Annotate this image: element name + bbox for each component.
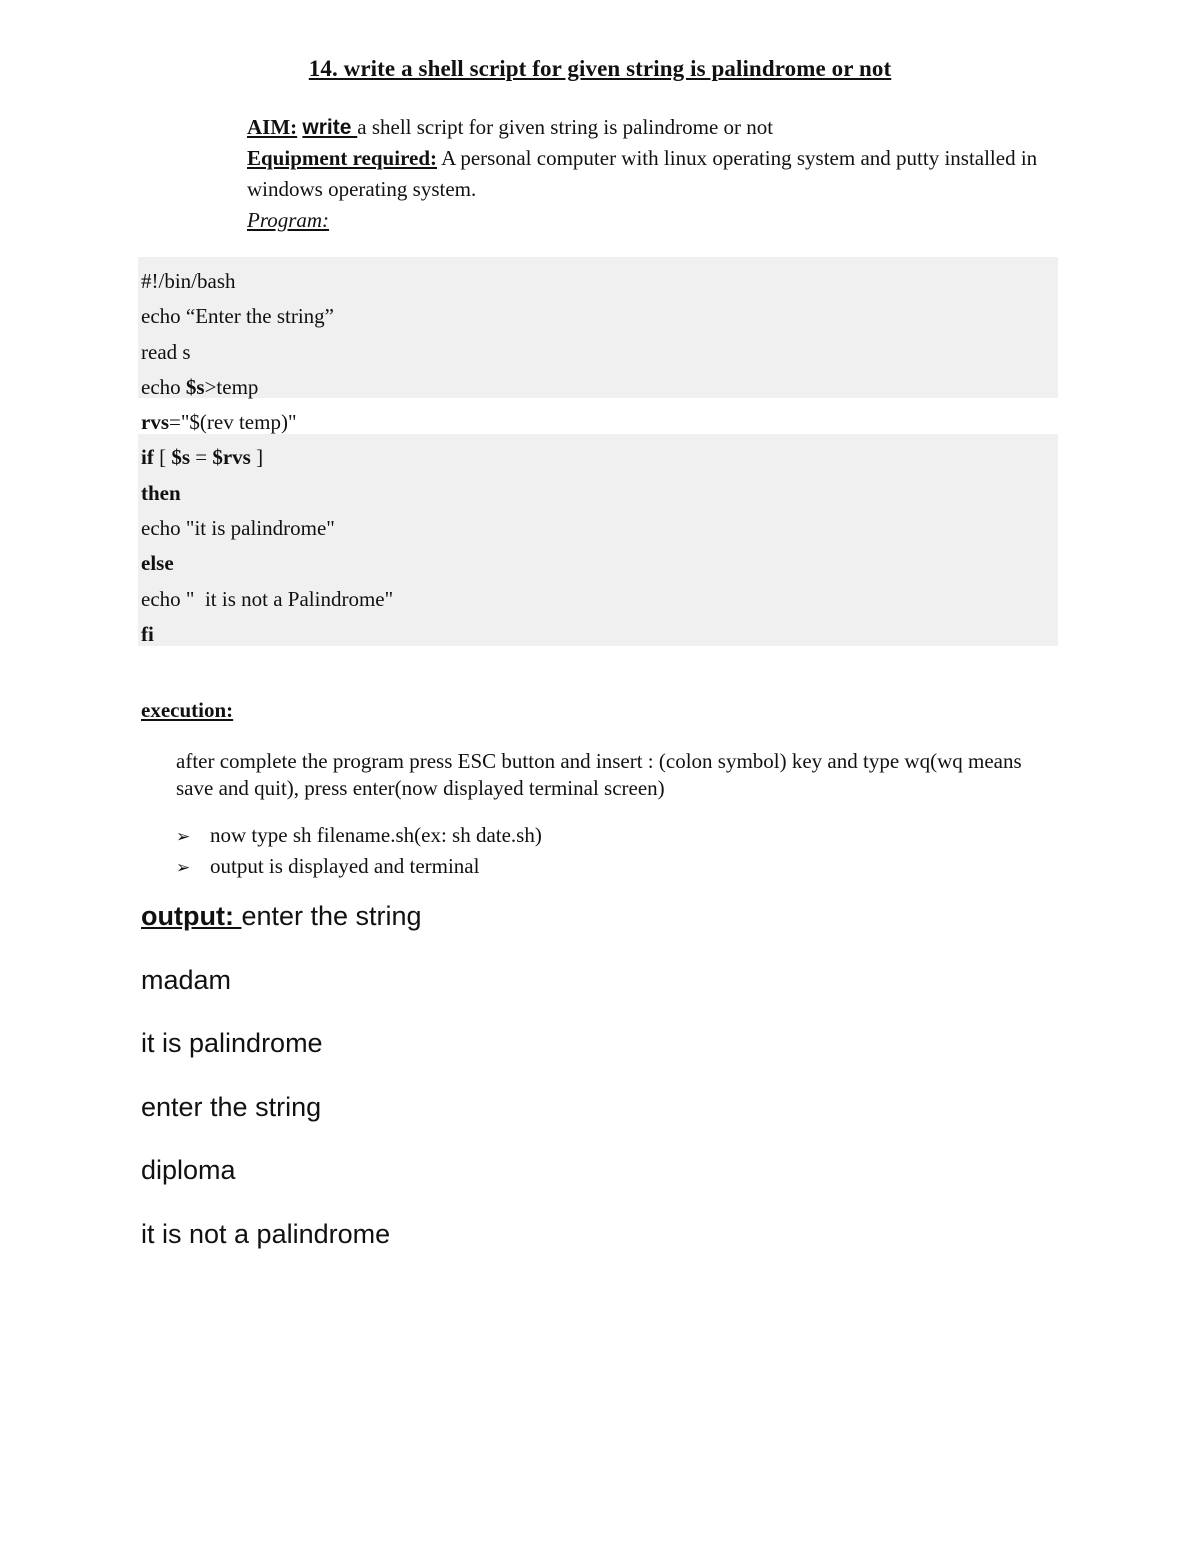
code-line-fi: fi xyxy=(141,621,154,646)
code-token-var: rvs xyxy=(141,410,169,435)
code-token-var: $s xyxy=(185,374,205,399)
list-item xyxy=(176,821,542,852)
aim-label: AIM: xyxy=(247,115,298,139)
code-token-var: $s xyxy=(171,445,191,470)
program-label: Program: xyxy=(247,208,330,232)
page-title: 14. write a shell script for given string is palindrome or not xyxy=(308,56,892,81)
bullet-text: output is displayed and terminal xyxy=(210,854,480,878)
code-line-shebang: #!/bin/bash xyxy=(141,269,236,293)
code-token: echo xyxy=(141,374,186,399)
output-line: it is not a palindrome xyxy=(141,1218,391,1249)
code-token-var: $rvs xyxy=(212,445,251,470)
equipment-text: A personal computer with linux operating system and putty installed in windows operating system. xyxy=(247,146,1038,201)
aim-line xyxy=(247,112,1047,143)
code-token-keyword: if xyxy=(141,445,154,470)
code-token: [ xyxy=(153,445,172,470)
code-line-echo-not-palindrome: echo " it is not a Palindrome" xyxy=(141,586,394,611)
execution-paragraph: after complete the program press ESC button and insert : (colon symbol) key and type wq(wq means save and quit), press enter(now displayed terminal screen) xyxy=(176,749,1022,800)
output-text: enter the string xyxy=(241,901,422,931)
output-line: it is palindrome xyxy=(141,1028,323,1059)
aim-text: a shell script for given string is palindrome or not xyxy=(357,115,774,139)
arrow-bullet-icon: ➢ xyxy=(176,827,191,847)
output-line: madam xyxy=(141,964,232,995)
aim-write-word: write xyxy=(302,116,358,139)
bullet-text: now type sh filename.sh(ex: sh date.sh) xyxy=(210,823,542,847)
equipment-line xyxy=(247,143,1047,205)
code-token: ] xyxy=(250,445,264,470)
code-token: ="$(rev temp)" xyxy=(169,410,297,435)
code-line-read: read s xyxy=(141,339,191,364)
code-token: >temp xyxy=(204,374,259,399)
output-label: output: xyxy=(141,901,242,931)
output-line: enter the string xyxy=(141,1091,322,1122)
program-label-line xyxy=(247,205,1047,236)
code-line-else: else xyxy=(141,551,174,576)
code-line-echo-prompt: echo “Enter the string” xyxy=(141,304,334,329)
arrow-bullet-icon: ➢ xyxy=(176,858,191,878)
aim-section xyxy=(247,112,1047,236)
code-block xyxy=(141,264,393,652)
code-token: = xyxy=(190,445,213,470)
output-line: diploma xyxy=(141,1155,236,1186)
output-section xyxy=(141,896,422,1278)
code-line-then: then xyxy=(141,480,181,505)
code-line-echo-temp xyxy=(141,370,393,405)
list-item xyxy=(176,852,542,883)
execution-bullet-list xyxy=(176,821,542,883)
equipment-label: Equipment required: xyxy=(247,146,438,170)
code-line-echo-palindrome: echo "it is palindrome" xyxy=(141,516,335,541)
output-first-line xyxy=(141,896,422,960)
code-line-rvs xyxy=(141,405,393,440)
code-line-if xyxy=(141,440,393,475)
execution-label: execution: xyxy=(141,698,234,722)
